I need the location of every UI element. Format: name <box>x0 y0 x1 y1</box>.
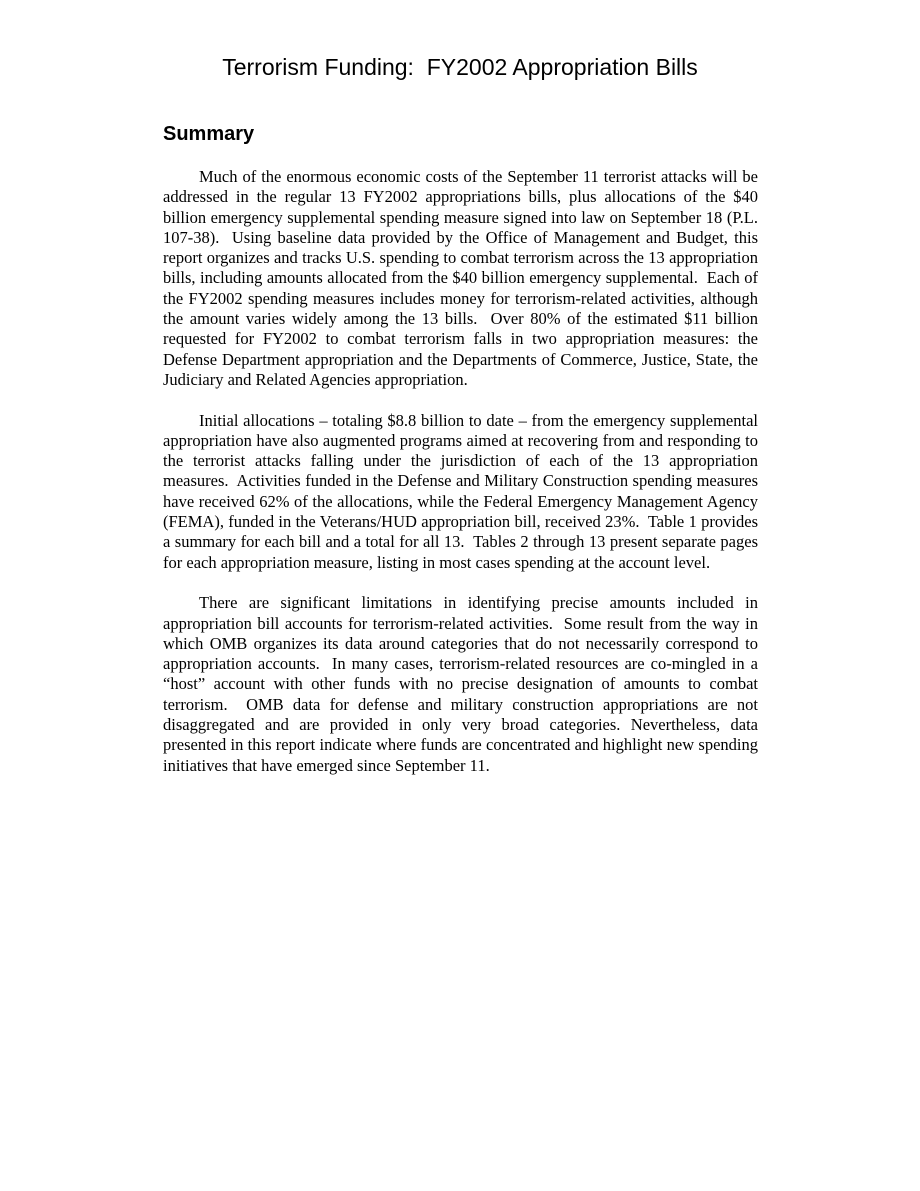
summary-paragraph-2: Initial allocations – totaling $8.8 billion to date – from the emergency supplemental appropriation have also augmented programs aimed at recovering from and responding to the terrorist attacks falling under the jurisdiction of each of the 13 appropriation measures. Activities funded in the Defense and Military Construction spending measures have received 62% of the allocations, while the Federal Emergency Management Agency (FEMA), funded in the Veterans/HUD appropriation bill, received 23%. Table 1 provides a summary for each bill and a total for all 13. Tables 2 through 13 present separate pages for each appropriation measure, listing in most cases spending at the account level. <box>163 410 763 572</box>
summary-paragraph-3: There are significant limitations in identifying precise amounts included in appropriation bill accounts for terrorism-related activities. Some result from the way in which OMB organizes its data around categories that do not necessarily correspond to appropriation accounts. In many cases, terrorism-related resources are co-mingled in a “host” account with other funds with no precise designation of amounts to combat terrorism. OMB data for defense and military construction appropriations are not disaggregated and are provided in only very broad categories. Nevertheless, data presented in this report indicate where funds are concentrated and highlight new spending initiatives that have emerged since September 11. <box>163 593 763 775</box>
section-heading-summary: Summary <box>163 123 255 145</box>
summary-paragraph-1: Much of the enormous economic costs of the September 11 terrorist attacks will be addressed in the regular 13 FY2002 appropriations bills, plus allocations of the $40 billion emergency supplemental spending measure signed into law on September 18 (P.L. 107-38). Using baseline data provided by the Office of Management and Budget, this report organizes and tracks U.S. spending to combat terrorism across the 13 appropriation bills, including amounts allocated from the $40 billion emergency supplemental. Each of the FY2002 spending measures includes money for terrorism-related activities, although the amount varies widely among the 13 bills. Over 80% of the estimated $11 billion requested for FY2002 to combat terrorism falls in two appropriation measures: the Defense Department appropriation and the Departments of Commerce, Justice, State, the Judiciary and Related Agencies appropriation. <box>163 167 763 389</box>
document-title: Terrorism Funding: FY2002 Appropriation Bills <box>222 54 698 80</box>
summary-body <box>163 167 763 796</box>
